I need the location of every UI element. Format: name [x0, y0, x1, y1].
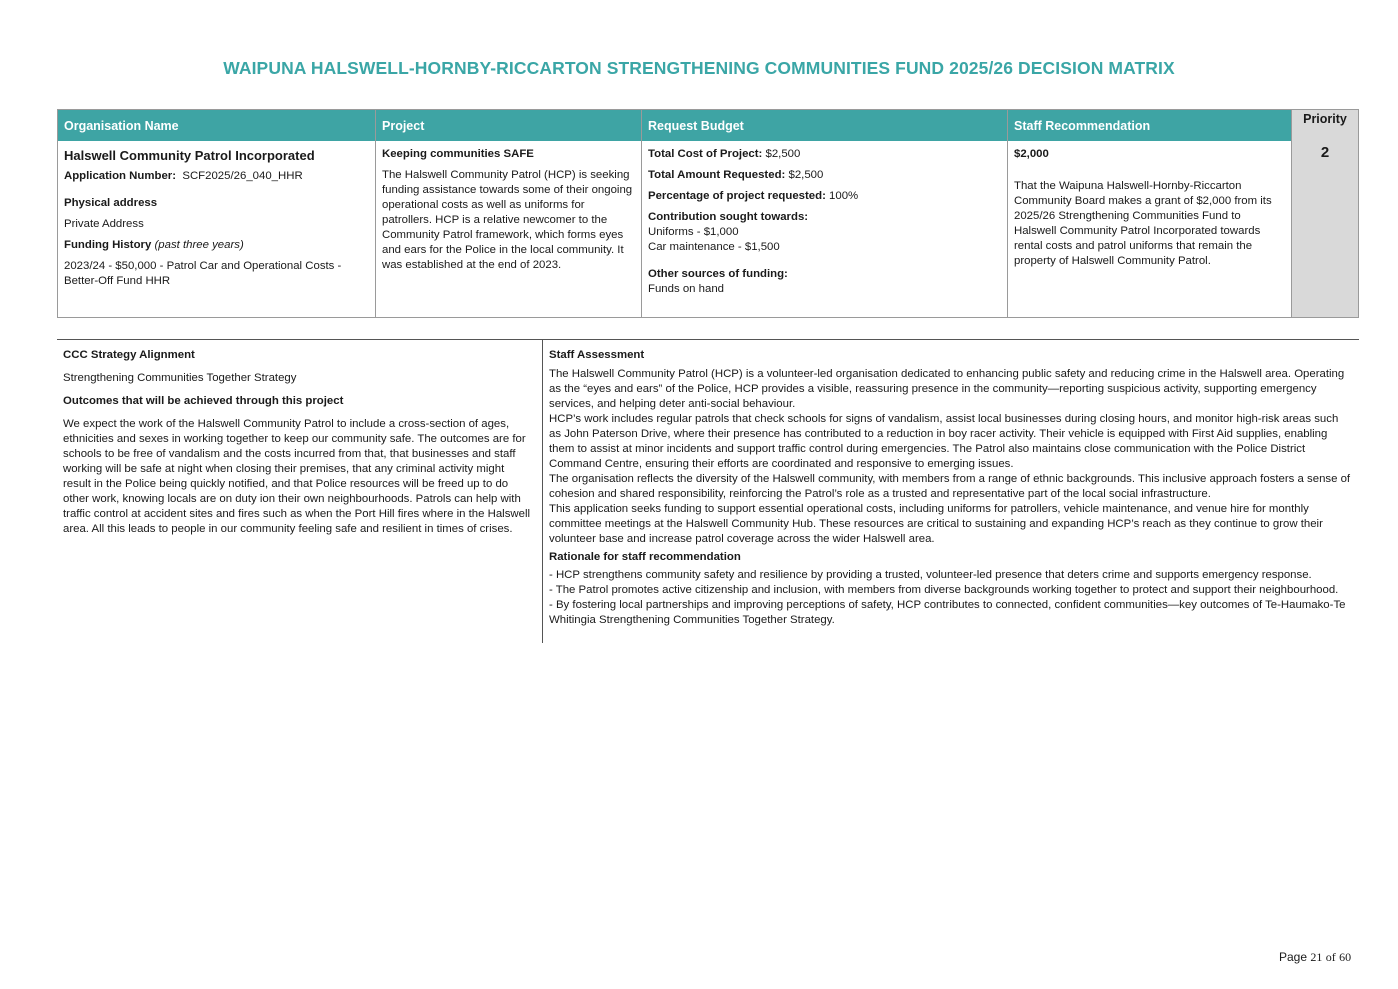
funding-history-label: Funding History [64, 239, 152, 251]
funding-history-line: Better-Off Fund HHR [64, 275, 171, 287]
header-organisation-name: Organisation Name [58, 110, 376, 141]
project-description: The Halswell Community Patrol (HCP) is seeking funding assistance towards some of their ongoing operational costs as well as uniforms for patrollers. HCP is a relative newcomer to the Community Patrol framework, which forms eyes and ears for the Police in the local community. It was established at the end of 2023. [382, 169, 633, 271]
strategy-alignment-heading: CCC Strategy Alignment [63, 349, 195, 361]
page-of-label: of [1325, 950, 1336, 964]
recommended-amount: $2,000 [1014, 148, 1049, 160]
header-staff-recommendation: Staff Recommendation [1008, 110, 1292, 141]
application-number-label: Application Number: [64, 170, 177, 182]
total-cost [648, 147, 1001, 162]
funding-history-line: 2023/24 - $50,000 - Patrol Car and Operational Costs - [64, 260, 342, 272]
staff-assessment-column [542, 340, 1359, 643]
rationale-item: - By fostering local partnerships and improving perceptions of safety, HCP contributes to connected, confident communities—key outcomes of Te-Haumako-Te Whitingia Strengthening Communities Together Strategy. [549, 599, 1346, 626]
page-number [1279, 950, 1351, 965]
page-current: 21 [1310, 950, 1323, 964]
other-funding-label: Other sources of funding: [648, 268, 788, 280]
contribution-item: Car maintenance - $1,500 [648, 241, 780, 253]
rationale-item: - HCP strengthens community safety and resilience by providing a trusted, volunteer-led presence that deters crime and supports emergency response. [549, 569, 1312, 581]
strategy-name: Strengthening Communities Together Strategy [63, 372, 297, 384]
contribution-item: Uniforms - $1,000 [648, 226, 739, 238]
total-requested-value: $2,500 [788, 169, 824, 181]
staff-recommendation-cell [1008, 141, 1291, 317]
priority-value: 2 [1320, 144, 1330, 161]
outcomes-text: We expect the work of the Halswell Community Patrol to include a cross-section of ages, ethnicities and sexes in working together to keep our community safe. The outcomes are for schools to be free of vandalism and the costs incurred from that, that businesses and staff working will be safe at night when closing their premises, that any criminal activity might result in the Police being quickly notified, and that Police resources will be freed up to do other work, knowing locals are on duty ion their own neighbourhoods. Patrols can help with traffic control at accident sites and fires such as when the Port Hill fires where in the Halswell area. All this leads to people in our community feeling safe and resilient in times of crises. [63, 418, 531, 535]
header-priority: Priority [1303, 112, 1347, 126]
total-requested [648, 168, 1001, 183]
total-cost-label: Total Cost of Project: [648, 148, 763, 160]
total-cost-value: $2,500 [765, 148, 801, 160]
physical-address-label: Physical address [64, 197, 158, 209]
assessment-section [57, 339, 1359, 643]
priority-cell [1292, 110, 1358, 317]
header-request-budget: Request Budget [642, 110, 1008, 141]
contribution-label: Contribution sought towards: [648, 211, 809, 223]
decision-matrix-table [57, 109, 1359, 318]
project-cell [376, 141, 641, 317]
application-number [64, 169, 369, 184]
assessment-paragraph: HCP’s work includes regular patrols that check schools for signs of vandalism, assist local businesses during closing hours, and monitor high-risk areas such as John Paterson Drive, where their presence has contributed to a reduction in boy racer activity. Their vehicle is equipped with First Aid supplies, enabling them to assist at minor incidents and support traffic control during emergencies. The Patrol also maintains close communication with the Police District Command Centre, ensuring their efforts are coordinated and responsive to emerging issues. [549, 413, 1339, 470]
project-title: Keeping communities SAFE [382, 148, 534, 160]
organisation-name: Halswell Community Patrol Incorporated [64, 148, 315, 163]
header-project: Project [376, 110, 642, 141]
strategy-alignment-column [57, 340, 541, 643]
application-number-value: SCF2025/26_040_HHR [182, 170, 303, 182]
percentage-value: 100% [829, 190, 859, 202]
funding-history-heading [64, 238, 369, 253]
percentage-requested [648, 189, 1001, 204]
physical-address-value: Private Address [64, 218, 144, 230]
assessment-paragraph: This application seeks funding to support essential operational costs, including uniforms for patrollers, vehicle maintenance, and venue hire for monthly committee meetings at the Halswell Community Hub. These resources are critical to sustaining and expanding HCP’s reach as they continue to grow their volunteer base and increase patrol coverage across the wider Halswell area. [549, 503, 1323, 545]
total-requested-label: Total Amount Requested: [648, 169, 786, 181]
organisation-cell [58, 141, 375, 317]
outcomes-heading: Outcomes that will be achieved through this project [63, 395, 344, 407]
staff-assessment-heading: Staff Assessment [549, 349, 645, 361]
assessment-paragraph: The organisation reflects the diversity of the Halswell community, with members from a range of ethnic backgrounds. This inclusive approach fosters a sense of cohesion and shared responsibility, reinforcing the Patrol’s role as a trusted and representative part of the local social infrastructure. [549, 473, 1351, 500]
rationale-heading: Rationale for staff recommendation [549, 551, 741, 563]
other-funding-value: Funds on hand [648, 283, 724, 295]
page-total: 60 [1339, 950, 1352, 964]
rationale-item: - The Patrol promotes active citizenship and inclusion, with members from diverse backgrounds working together to protect and support their neighbourhood. [549, 584, 1339, 596]
page-label: Page [1279, 950, 1308, 964]
budget-cell [642, 141, 1007, 317]
recommendation-text: That the Waipuna Halswell-Hornby-Riccarton Community Board makes a grant of $2,000 from its 2025/26 Strengthening Communities Fund to Halswell Community Patrol Incorporated towards rental costs and patrol uniforms that remain the property of Halswell Community Patrol. [1014, 180, 1272, 267]
percentage-label: Percentage of project requested: [648, 190, 826, 202]
assessment-paragraph: The Halswell Community Patrol (HCP) is a volunteer-led organisation dedicated to enhancing public safety and reducing crime in the Halswell area. Operating as the “eyes and ears” of the Police, HCP provides a visible, reassuring presence in the community—reporting suspicious activity, supporting emergency services, and helping deter anti-social behaviour. [549, 368, 1345, 410]
funding-history-note: (past three years) [154, 239, 244, 251]
page-title: WAIPUNA HALSWELL-HORNBY-RICCARTON STRENGTHENING COMMUNITIES FUND 2025/26 DECISION MATRIX [223, 58, 1175, 78]
